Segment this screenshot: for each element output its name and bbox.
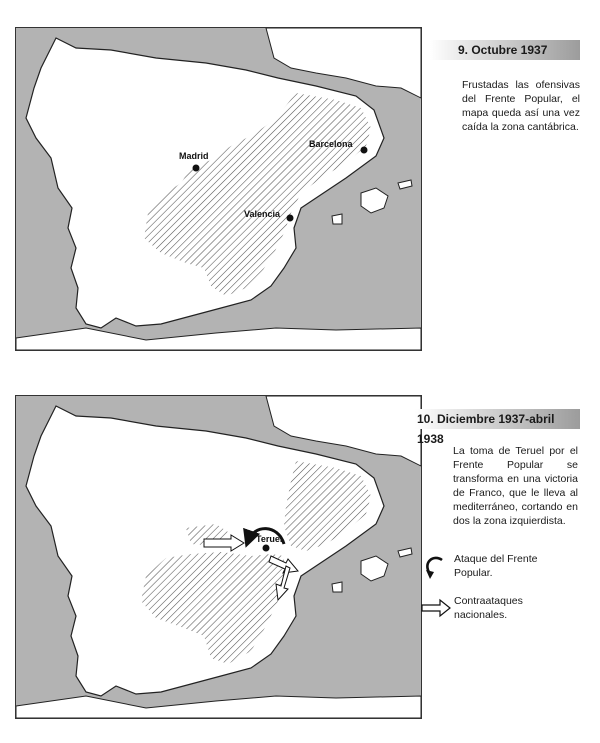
madrid-label: Madrid: [179, 151, 209, 161]
valencia-label: Valencia: [244, 209, 281, 219]
ibiza-island: [332, 582, 342, 592]
map-panel-october-1937: [15, 27, 422, 351]
valencia-dot: [287, 215, 294, 222]
madrid-dot: [193, 165, 200, 172]
mallorca-island: [361, 556, 388, 581]
legend-item-attack: [420, 552, 564, 580]
legend-item-counterattack: [420, 594, 564, 622]
curved-attack-arrow-icon: [420, 552, 452, 580]
legend-label-attack: Ataque del Frente Popular.: [454, 553, 538, 579]
teruel-label: Teruel: [256, 534, 283, 544]
legend-label-counterattack: Contraataques nacionales.: [454, 595, 523, 621]
iberian-peninsula: [26, 406, 384, 696]
barcelona-dot: [361, 147, 368, 154]
panel1-description: Frustadas las ofensivas del Frente Popular, el mapa queda así una vez caída la zona cantábrica.: [462, 79, 580, 133]
panel1-header: 9. Octubre 1937: [430, 40, 580, 60]
map-panel-december-1937: [15, 395, 422, 719]
north-africa: [16, 328, 421, 350]
menorca-island: [398, 180, 412, 189]
hollow-arrow-icon: [420, 594, 452, 622]
panel2-description: La toma de Teruel por el Frente Popular se transforma en una victoria de Franco, que le lleva al mediterráneo, cortando en dos la zona izquierdista.: [453, 445, 578, 527]
panel2-header: 10. Diciembre 1937-abril 1938: [415, 409, 580, 429]
menorca-island: [398, 548, 412, 557]
barcelona-label: Barcelona: [309, 139, 353, 149]
ibiza-island: [332, 214, 342, 224]
north-africa: [16, 696, 421, 718]
mallorca-island: [361, 188, 388, 213]
teruel-dot: [263, 545, 270, 552]
